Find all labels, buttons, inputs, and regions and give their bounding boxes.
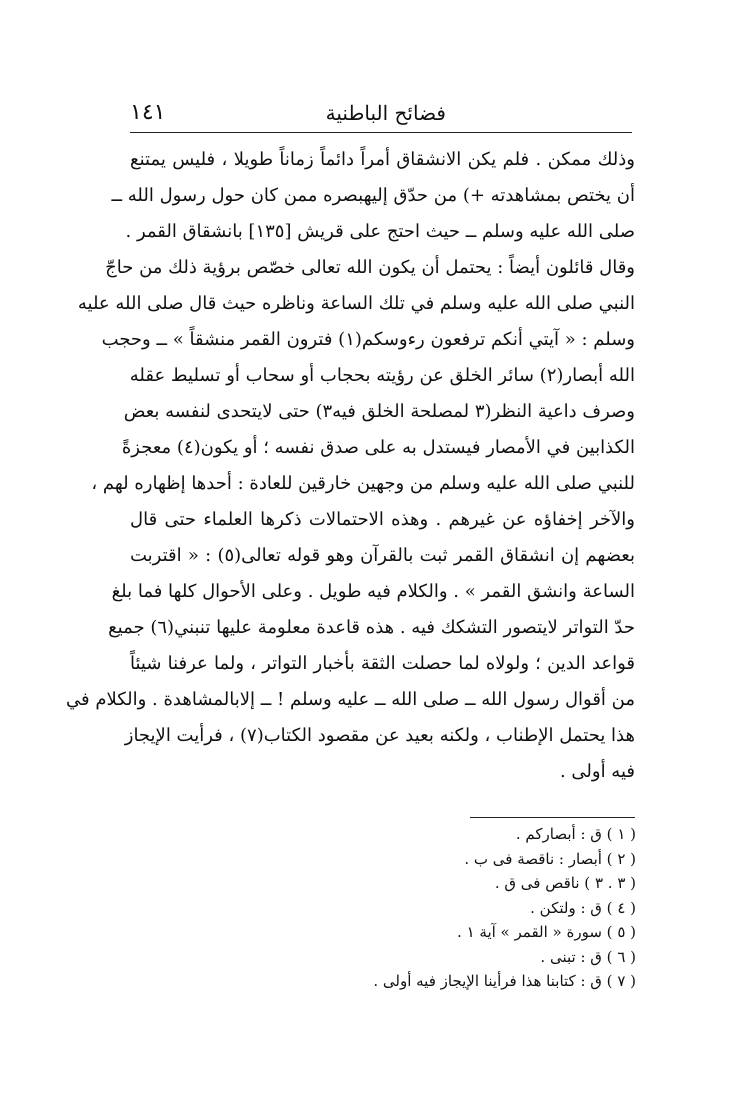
text-line: وصرف داعية النظر(٣ لمصلحة الخلق فيه٣) حتى لايتحدى لنفسه بعض — [123, 401, 635, 422]
text-line: هذا يحتمل الإطناب ، ولكنه بعيد عن مقصود الكتاب(٧) ، فرأيت الإيجاز — [124, 725, 635, 746]
text-line: صلى الله عليه وسلم ــ حيث احتج على قريش [١٣٥] بانشقاق القمر . — [125, 221, 635, 242]
text-line: من أقوال رسول الله ــ صلى الله ــ عليه وسلم ! ــ إلابالمشاهدة . والكلام في — [65, 689, 635, 710]
footnote: ( ٦ ) ق : تبنى . — [540, 947, 636, 966]
text-line: والآخر إخفاؤه عن غيرهم . وهذه الاحتمالات ذكرها العلماء حتى قال — [130, 509, 635, 530]
page-number: ١٤١ — [130, 100, 166, 125]
text-line: الكذابين في الأمصار فيستدل به على صدق نفسه ؛ أو يكون(٤) معجزةً — [121, 437, 635, 458]
text-line: وذلك ممكن . فلم يكن الانشقاق أمراً دائماً زماناً طويلا ، فليس يمتنع — [130, 149, 635, 170]
footnote: ( ١ ) ق : أبصاركم . — [515, 825, 636, 843]
footnote: ( ٤ ) ق : ولتكن . — [530, 898, 636, 917]
footnote-rule — [470, 817, 635, 818]
footnote: ( ٧ ) ق : كتابنا هذا فرأينا الإيجاز فيه أولى . — [373, 972, 636, 990]
main-text — [65, 142, 636, 790]
running-title: فضائح الباطنية — [325, 101, 446, 125]
text-line: النبي صلى الله عليه وسلم في تلك الساعة وناظره حيث قال صلى الله عليه — [77, 293, 635, 314]
page-header — [130, 96, 632, 132]
header-rule — [130, 132, 632, 133]
text-line: قواعد الدين ؛ ولولاه لما حصلت الثقة بأخبار التواتر ، ولما عرفنا شيئاً — [130, 653, 635, 674]
footnotes — [300, 822, 636, 994]
text-line: وسلم : « آيتي أنكم ترفعون رءوسكم(١) فترون القمر منشقاً » ــ وحجب — [101, 329, 635, 350]
text-line: الساعة وانشق القمر » . والكلام فيه طويل . وعلى الأحوال كلها فما بلغ — [111, 581, 635, 602]
text-line: فيه أولى . — [559, 761, 635, 782]
text-line: أن يختص بمشاهدته +) من حدّق إليهبصره ممن كان حول رسول الله ــ — [111, 185, 635, 206]
footnote: ( ٣ . ٣ ) ناقص فى ق . — [494, 874, 636, 892]
text-line: الله أبصار(٢) سائر الخلق عن رؤيته بحجاب أو سحاب أو تسليط عقله — [129, 365, 635, 386]
text-line: للنبي صلى الله عليه وسلم من وجهين خارقين للعادة : أحدها إظهاره لهم ، — [91, 473, 635, 494]
text-line: وقال قائلون أيضاً : يحتمل أن يكون الله تعالى خصّص برؤية ذلك من حاجّ — [105, 257, 635, 278]
text-line: حدّ التواتر لايتصور التشكك فيه . هذه قاعدة معلومة عليها تنبني(٦) جميع — [108, 617, 635, 638]
footnote: ( ٢ ) أبصار : ناقصة فى ب . — [464, 849, 636, 868]
text-line: بعضهم إن انشقاق القمر ثبت بالقرآن وهو قوله تعالى(٥) : « اقتربت — [130, 545, 636, 566]
footnote: ( ٥ ) سورة « القمر » آية ١ . — [457, 923, 636, 941]
